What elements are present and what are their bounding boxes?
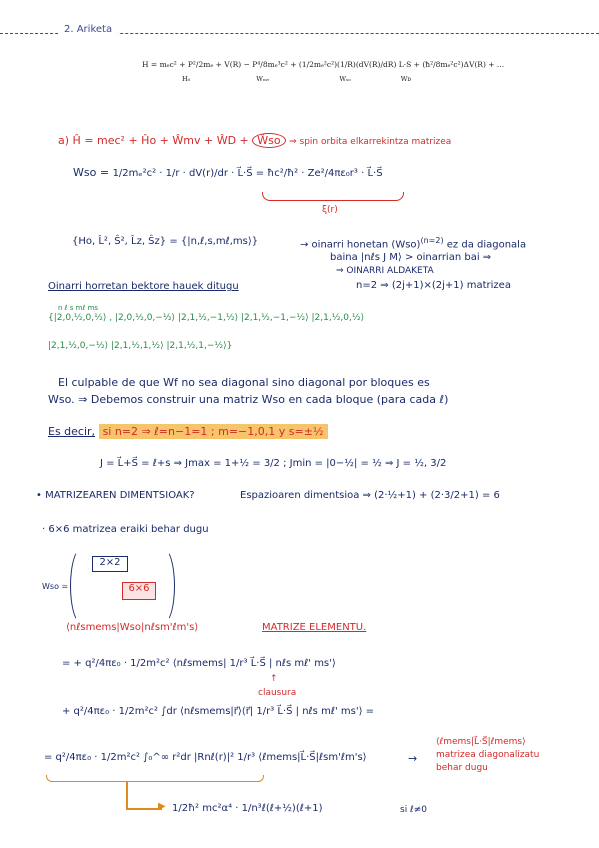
wso-definition (73, 166, 383, 179)
label-wd: Wᴅ (400, 75, 412, 83)
basis-note-3: baina |nℓs J M⟩ > oinarrian bai ⇒ (330, 252, 492, 263)
explanation-line-1: El culpable de que Wf no sea diagonal sino diagonal por bloques es (58, 376, 430, 389)
label-wso: Wₛₒ (339, 75, 351, 83)
wso-expression: 1/2mₑ²c² · 1/r · dV(r)/dr · L⃗·S⃗ = ħc²/ħ² · Ze²/4πε₀r³ · L⃗·S⃗ (112, 168, 383, 179)
part-a-line (58, 133, 451, 148)
part-a-label: a) (58, 134, 70, 147)
es-decir-highlight: si n=2 ⇒ ℓ=n−1=1 ; m=−1,0,1 y s=±½ (99, 424, 328, 439)
wso-lhs: Wso = (73, 166, 110, 179)
basis-note-2: ez da diagonala (446, 239, 527, 251)
spin-orbit-note: ⇒ spin orbita elkarrekintza matrizea (289, 137, 452, 147)
basis-note-sup: (n=2) (420, 236, 444, 245)
element-label: MATRIZE ELEMENTU. (262, 622, 367, 633)
closure-label: clausura (258, 688, 297, 698)
block-2x2: 2×2 (92, 556, 128, 572)
matrix-left-paren (70, 548, 93, 624)
diag-note-1: ⟨ℓmems|L⃗·S⃗|ℓmems⟩ (436, 737, 526, 747)
equation-3: = q²/4πε₀ · 1/2m²c² ∫₀^∞ r²dr |Rnℓ(r)|² 1/r³ ⟨ℓmems|L⃗·S⃗|ℓsm'ℓm's⟩ (44, 752, 367, 763)
diag-note-2: matrizea diagonalizatu (436, 750, 540, 760)
xi-label: ξ(r) (322, 205, 338, 215)
result-condition: si ℓ≠0 (400, 805, 428, 815)
closure-arrow: ↑ (270, 674, 278, 684)
diag-note-3: behar dugu (436, 763, 488, 773)
basis-note-1 (300, 236, 526, 250)
brace-connector-horizontal (126, 808, 162, 810)
label-h0: H₀ (182, 75, 191, 83)
integral-brace (46, 775, 264, 782)
block-6x6: 6×6 (122, 582, 156, 600)
section-tag: 2. Ariketa (58, 24, 118, 35)
basis-set: {Ho, L̂², Ŝ², L̂z, Ŝz} = {|n,ℓ,s,mℓ,ms⟩} (72, 236, 259, 247)
build-matrix-note: · 6×6 matrizea eraiki behar dugu (42, 524, 209, 535)
hamiltonian-formula: H = mₑc² + P²/2mₑ + V(R) − P⁴/8mₑ³c² + (1/2mₑ²c²)(1/R)(dV(R)/dR) L·S + (ħ²/8mₑ²c²)ΔV(R) + ... (142, 60, 505, 69)
explanation-line-2: Wso. ⇒ Debemos construir una matriz Wso en cada bloque (para cada ℓ) (48, 393, 449, 406)
vector-index-labels: n ℓ s mℓ ms (58, 304, 99, 312)
es-decir-line (48, 425, 328, 438)
wso-circled: Ŵso (252, 133, 285, 148)
equation-1: = + q²/4πε₀ · 1/2m²c² ⟨nℓsmems| 1/r³ L⃗·S⃗ | nℓs mℓ' ms'⟩ (62, 658, 336, 669)
brace-arrow: ▶ (158, 801, 166, 812)
j-values: J = L⃗+S⃗ = ℓ+s ⇒ Jmax = 1+½ = 3/2 ; Jmin = |0−½| = ½ ⇒ J = ½, 3/2 (100, 458, 447, 469)
basis-heading: Oinarri horretan bektore hauek ditugu (48, 281, 239, 292)
equation-3-arrow: → (408, 752, 418, 765)
brace-connector-vertical (126, 781, 128, 809)
radial-result: 1/2ħ² mc²α⁴ · 1/n³ℓ(ℓ+½)(ℓ+1) (172, 803, 323, 814)
hamiltonian-expression: Ĥ = mec² + Ĥo + Ŵmv + ŴD + (72, 134, 249, 147)
element-bra-ket: ⟨nℓsmems|Wso|nℓsm'ℓm's⟩ (66, 622, 199, 633)
space-dimension: Espazioaren dimentsioa ⇒ (2·½+1) + (2·3/2+1) = 6 (240, 490, 500, 501)
es-decir-label: Es decir, (48, 425, 96, 438)
hamiltonian-formula-image (142, 60, 505, 83)
matrix-dimension-formula: n=2 ⇒ (2j+1)×(2j+1) matrizea (356, 280, 511, 291)
basis-note-1-text: → oinarri honetan (Wso) (300, 239, 421, 251)
equation-2: + q²/4πε₀ · 1/2m²c² ∫dr ⟨nℓsmems|r⃗⟩⟨r⃗| 1/r³ L⃗·S⃗ | nℓs mℓ' ms'⟩ = (62, 706, 375, 717)
dimensions-label: • MATRIZEAREN DIMENTSIOAK? (36, 490, 195, 501)
vector-row-1: {|2,0,½,0,½⟩ , |2,0,½,0,−½⟩ |2,1,½,−1,½⟩ |2,1,½,−1,−½⟩ |2,1,½,0,½⟩ (48, 313, 365, 323)
vector-row-2: |2,1,½,0,−½⟩ |2,1,½,1,½⟩ |2,1,½,1,−½⟩} (48, 341, 233, 351)
label-wmv: Wₘᵥ (256, 75, 270, 83)
basis-change: ⇒ OINARRI ALDAKETA (336, 266, 434, 276)
matrix-lhs: Wso = (42, 582, 69, 591)
xi-brace (262, 192, 404, 201)
